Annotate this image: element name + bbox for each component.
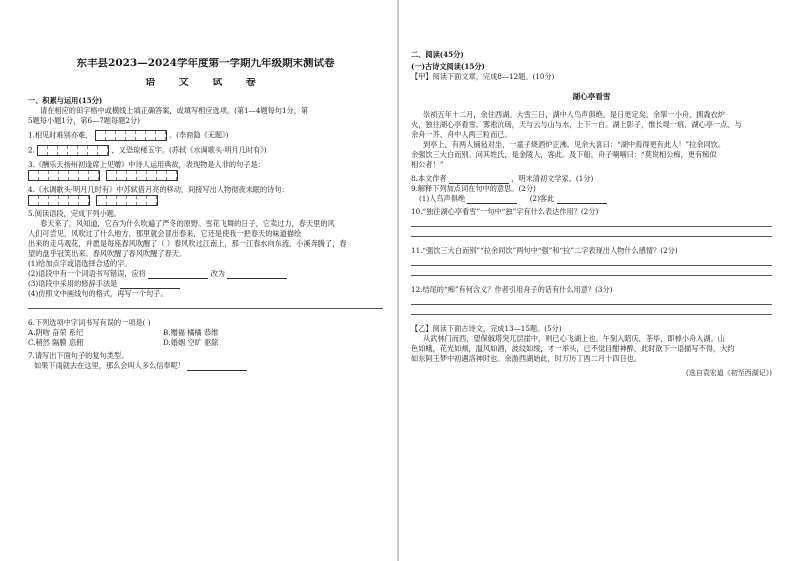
question-6: 6.下列选项中字词书写有误的一项是( ) <box>28 318 151 327</box>
article-line: 相公者！” <box>411 160 444 169</box>
passage-instruction: 【甲】阅读下面文章，完成8—12题。(10分) <box>411 72 555 81</box>
answer-grid[interactable] <box>28 170 100 181</box>
question-4-answer <box>28 195 383 206</box>
question-1-text: 1.相见时难别亦难， <box>28 130 93 140</box>
right-column <box>397 0 794 561</box>
option-a[interactable]: A.阴吻 奋荣 系纪 <box>28 328 84 337</box>
question-8 <box>411 174 772 184</box>
question-6-options <box>28 328 383 338</box>
question-4: 4.《水调歌头·明月几时有》中苏轼借月亮的移动，间接写出人物彻夜未眠的诗句： <box>28 185 289 194</box>
subquestion: (4)仿照文中画线句的格式，再写一个句子。 <box>28 289 168 298</box>
passage-line: 出来的走马观花，并愿是每座春风吹醒了（ ）春风吹过江南上，那一江春水向东流，小溪奔腾了，春 <box>28 239 347 248</box>
question-11: 11.“强饮三大白而别”“拉余同饮”两句中“强”和“拉”二字表现出人物什么感情？(2分) <box>411 246 678 255</box>
passage-line: 春天来了，风知道，它吞为什么吹遍了严冬的原野。雪花飞舞的日子，它卖过力，春天里的风 <box>40 219 335 228</box>
passage-line: 从武林门而西，望保俶塔突兀层崖中，则已心飞湖上也。午刻入昭庆，茶毕，即棹小舟入湖。山 <box>423 334 725 343</box>
article-line: 余强饮三大白而别。问其姓氏，是金陵人，客此。及下船，舟子喃喃曰：“莫说相公痴，更有痴似 <box>411 150 717 159</box>
question-9-items <box>411 194 772 204</box>
subquestion-text: (3)语段中采用的修辞手法是 <box>28 279 118 288</box>
answer-blank[interactable] <box>227 270 287 279</box>
article-line: 余舟一芥、舟中人两三粒而已。 <box>411 130 512 139</box>
section-heading: 一、积累与运用(15分) <box>28 96 103 105</box>
answer-blank[interactable] <box>187 362 247 371</box>
passage-source: (选自袁宏道《初至西湖记》) <box>686 369 772 377</box>
instruction-line: 请在相应的田字格中或横线上填正确答案，或填写相应选项。(第1—4题每句1分，第 <box>40 106 309 115</box>
answer-line[interactable] <box>411 236 772 237</box>
subquestion <box>28 269 383 279</box>
passage-line: 人们可尝见，风吹过了什么地方，那里就会冒出春来，它还是使我一把春天的味道描绘 <box>28 229 302 238</box>
article-line: 火，独往湖心亭看雪。雾凇沆砀，天与云与山与水，上下一白。湖上影子，惟长堤一痕、湖心亭一点、与 <box>411 120 742 129</box>
answer-blank[interactable] <box>120 280 180 289</box>
answer-grid[interactable] <box>106 170 178 181</box>
question-9-item-2: (2)客此 <box>529 194 555 203</box>
article-title: 湖心亭看雪 <box>572 92 611 101</box>
question-8-text: 8.本文作者 <box>411 174 447 183</box>
subsection-heading: (一)古诗文阅读(15分) <box>411 62 485 71</box>
answer-line[interactable] <box>28 308 383 309</box>
answer-grid[interactable] <box>96 195 158 206</box>
answer-grid[interactable] <box>37 145 109 156</box>
question-9-item-1: (1)人鸟声俱绝 <box>419 194 466 203</box>
question-1-source: 。(李商隐《无题》) <box>168 130 229 140</box>
question-7-text: 如果下雨就去在这里，那么会叫人多么信奉呢！ <box>34 361 185 370</box>
question-6-options <box>28 338 383 348</box>
answer-blank[interactable] <box>449 175 509 184</box>
section-heading: 二、阅读(45分) <box>411 50 464 59</box>
answer-line[interactable] <box>411 304 772 305</box>
passage-line: 如东阿王梦中初遇洛神时也。余游西湖始此，时万历丁酉二月十四日也。 <box>411 354 642 363</box>
question-2 <box>28 145 383 156</box>
article-line: 到亭上，有两人铺毡对坐，一童子烧酒炉正沸。见余大喜曰：“湖中焉得更有此人！”拉余同饮。 <box>423 140 726 149</box>
answer-blank[interactable] <box>557 195 607 204</box>
option-d[interactable]: D.婚姻 空旷 驱除 <box>163 338 219 347</box>
exam-subtitle: 语 文 试 卷 <box>145 78 266 88</box>
question-10: 10.“独往湖心亭看雪”一句中“独”字有什么表达作用？(2分) <box>411 207 599 216</box>
question-7: 7.请写出下面句子的复句类型。 <box>28 351 129 360</box>
question-2-text: ，又恐琼楼玉宇。(苏轼《水调歌头·明月几时有》) <box>111 145 267 155</box>
answer-line[interactable] <box>411 314 772 315</box>
answer-line[interactable] <box>411 226 772 227</box>
question-9: 9.解释下列加点词在句中的意思。(2分) <box>411 184 536 193</box>
subquestion-text: (2)语段中有一个词语书写错误，应将 <box>28 269 146 278</box>
instruction-line: 5题每小题1分，第6—7题每题2分) <box>28 116 140 125</box>
subquestion-text: 改为 <box>210 269 225 278</box>
answer-line[interactable] <box>411 265 772 266</box>
article-line: 崇祯五年十二月，余住西湖。大雪三日，湖中人鸟声俱绝。是日更定矣，余挐一小舟，拥毳衣炉 <box>423 110 725 119</box>
passage-instruction: 【乙】阅读下面古诗文，完成13—15题。(5分) <box>411 324 562 333</box>
option-b[interactable]: B.赠福 橘橘 恭维 <box>163 328 219 337</box>
answer-blank[interactable] <box>148 270 208 279</box>
question-2-number: 2. <box>28 145 35 155</box>
subquestion: (1)给加点字或语选择合适的字。 <box>28 259 132 268</box>
question-5: 5.阅读语段，完成下列小题。 <box>28 209 122 218</box>
answer-grid[interactable] <box>28 195 90 206</box>
answer-blank[interactable] <box>467 195 517 204</box>
subquestion <box>28 279 383 289</box>
answer-line[interactable] <box>411 275 772 276</box>
exam-title: 东丰县2023—2024学年度第一学期九年级期末测试卷 <box>76 58 335 68</box>
option-c[interactable]: C.稍然 隔膜 恣佣 <box>28 338 84 347</box>
question-8-text: ，明末清初文学家。(1分) <box>511 174 594 183</box>
question-12: 12.结尾的“痴”有何含义？作者引用舟子的话有什么用意？(3分) <box>411 285 613 294</box>
passage-line: 望的盘乎冠笑出来。春风吹醒了春风吹醒了春天。 <box>28 249 187 258</box>
question-1 <box>28 130 383 141</box>
question-3-answer <box>28 170 383 181</box>
answer-grid[interactable] <box>95 130 167 141</box>
question-3: 3.《酬乐天扬州初逢席上见赠》中诗人运用典故，表现物是人非的句子是： <box>28 160 265 169</box>
passage-line: 色如蛾，花光如颊，温风如酒，波纹如绫，才一举头，已不觉目酣神醉，此时欲下一语描写不得，大约 <box>411 344 735 353</box>
question-7-sentence <box>28 361 383 371</box>
